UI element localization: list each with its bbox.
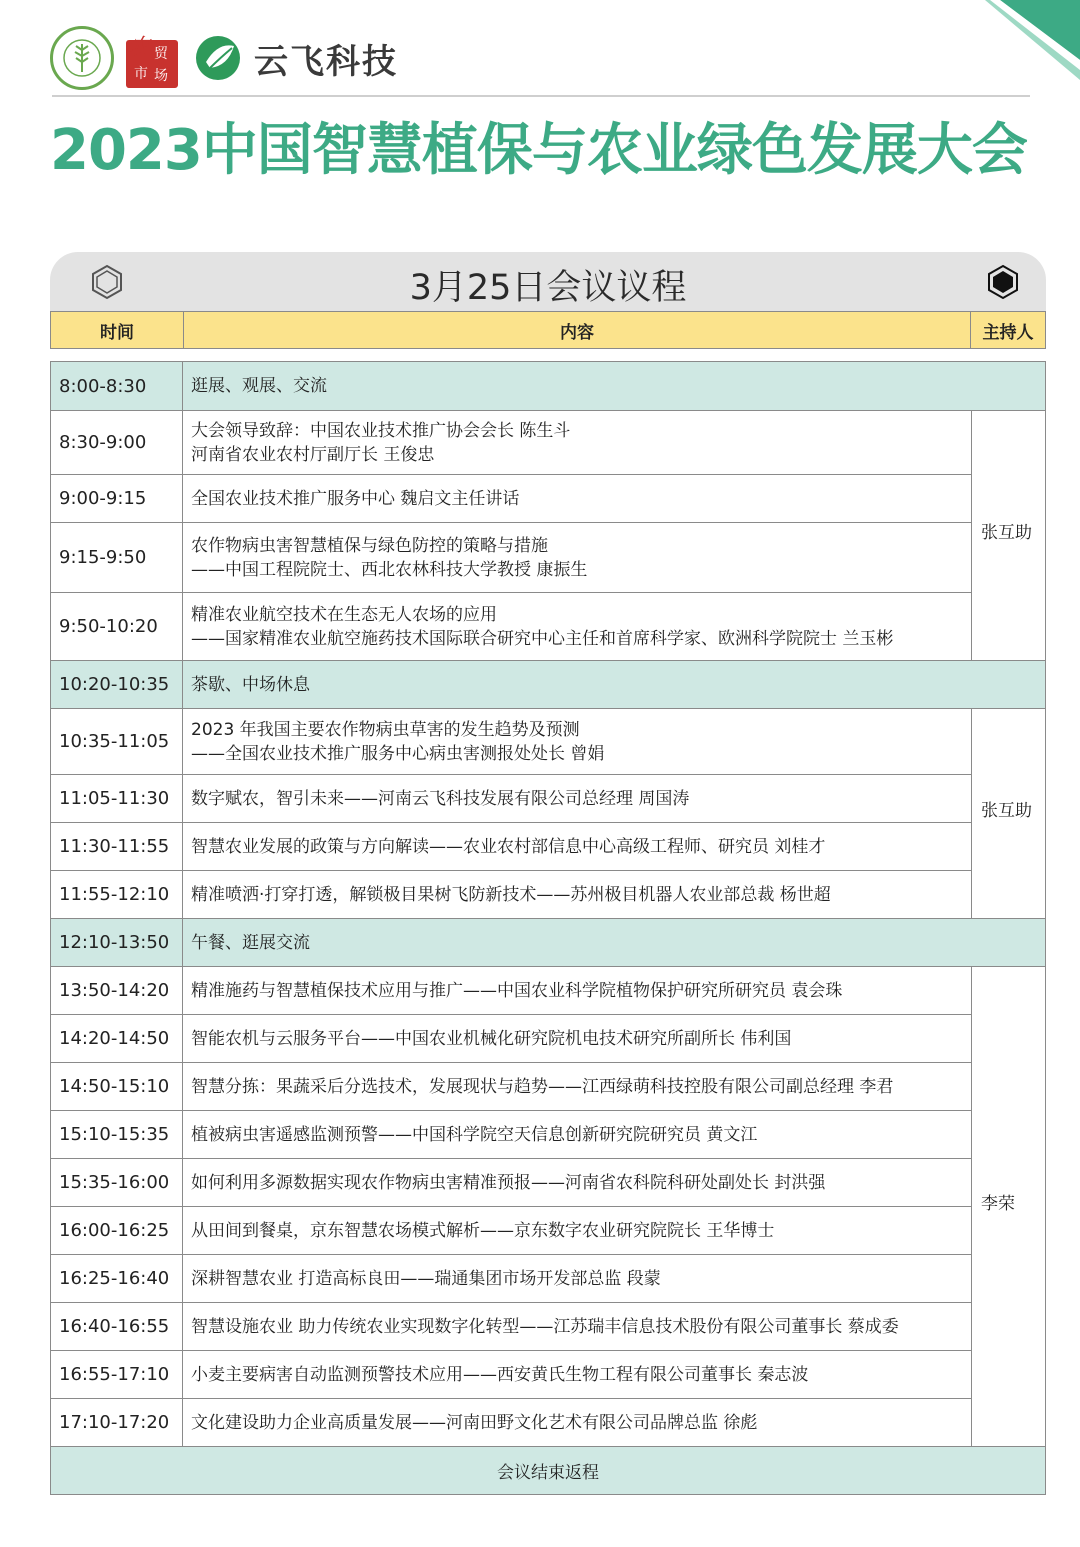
schedule-row: [51, 1254, 971, 1302]
logo-group: [50, 18, 398, 98]
row-content: [183, 1351, 808, 1398]
hexagon-filled-icon: [986, 264, 1020, 300]
content-line: 智慧农业发展的政策与方向解读——农业农村部信息中心高级工程师、研究员 刘桂才: [191, 836, 826, 857]
row-time: 15:10-15:35: [51, 1111, 183, 1158]
content-line: 精准农业航空技术在生态无人农场的应用: [191, 604, 497, 625]
row-content: [183, 871, 831, 918]
schedule-row: [51, 1350, 971, 1398]
content-line: 智能农机与云服务平台——中国农业机械化研究院机电技术研究所副所长 伟利国: [191, 1028, 792, 1049]
schedule-row: [51, 362, 1045, 410]
content-line: 大会领导致辞：中国农业技术推广协会会长 陈生斗: [191, 420, 571, 441]
schedule-row: [51, 1206, 971, 1254]
row-time: 10:35-11:05: [51, 709, 183, 774]
schedule-row: [51, 522, 971, 592]
row-time: 11:05-11:30: [51, 775, 183, 822]
row-time: 10:20-10:35: [51, 661, 183, 708]
schedule-row: [51, 774, 971, 822]
host-cell: [971, 410, 1045, 660]
association-logo: [50, 26, 114, 90]
row-content: [183, 1111, 757, 1158]
row-time: 16:55-17:10: [51, 1351, 183, 1398]
host-cell: [971, 966, 1045, 1446]
yunfei-leaf-icon: [192, 32, 244, 84]
row-time: 12:10-13:50: [51, 919, 183, 966]
schedule-row: [51, 1398, 971, 1446]
content-line: 2023 年我国主要农作物病虫草害的发生趋势及预测: [191, 719, 580, 740]
content-line: 小麦主要病害自动监测预警技术应用——西安黄氏生物工程有限公司董事长 秦志波: [191, 1364, 809, 1385]
row-content: [183, 661, 310, 708]
schedule-row: [51, 1158, 971, 1206]
row-time: 9:50-10:20: [51, 593, 183, 660]
seal-char-1: 农: [128, 35, 151, 60]
row-content: [183, 1207, 774, 1254]
wheat-emblem-icon: [60, 36, 104, 80]
column-header-content: 内容: [184, 312, 971, 348]
content-line: 数字赋农，智引未来——河南云飞科技发展有限公司总经理 周国涛: [191, 788, 690, 809]
brand-name: 云飞科技: [254, 41, 398, 82]
row-content: [183, 775, 689, 822]
host-name: 张互助: [981, 801, 1032, 821]
content-line: 逛展、观展、交流: [191, 376, 327, 396]
content-line: 全国农业技术推广服务中心 魏启文主任讲话: [191, 488, 520, 509]
content-line: 午餐、逛展交流: [191, 932, 310, 953]
agenda-heading: [50, 252, 1046, 312]
row-time: 11:30-11:55: [51, 823, 183, 870]
row-content: [183, 523, 587, 592]
schedule-row: [51, 870, 971, 918]
row-time: 8:00-8:30: [51, 362, 183, 410]
content-line: 河南省农业农村厅副厅长 王俊忠: [191, 444, 435, 465]
row-time: 16:25-16:40: [51, 1255, 183, 1302]
row-time: 9:15-9:50: [51, 523, 183, 592]
row-content: [183, 593, 893, 660]
content-line: 文化建设助力企业高质量发展——河南田野文化艺术有限公司品牌总监 徐彪: [191, 1412, 758, 1433]
schedule-row: [51, 1062, 971, 1110]
row-content: [183, 1255, 661, 1302]
schedule-row: [51, 822, 971, 870]
row-time: 8:30-9:00: [51, 411, 183, 474]
column-headers: [50, 311, 1046, 349]
host-name: 张互助: [981, 523, 1032, 543]
host-name: 李荣: [981, 1194, 1015, 1214]
header: [50, 18, 1030, 98]
schedule-row: [51, 966, 971, 1014]
page-title: 2023中国智慧植保与农业绿色发展大会: [50, 118, 1027, 183]
schedule-row: [51, 474, 971, 522]
schedule-row: [51, 660, 1045, 708]
row-content: [183, 823, 825, 870]
seal-char-4: 场: [154, 68, 168, 84]
content-line: 精准喷洒·打穿打透，解锁极目果树飞防新技术——苏州极目机器人农业部总裁 杨世超: [191, 884, 831, 905]
row-content: [183, 362, 327, 410]
row-time: 16:40-16:55: [51, 1303, 183, 1350]
content-line: 精准施药与智慧植保技术应用与推广——中国农业科学院植物保护研究所研究员 袁会珠: [191, 980, 843, 1001]
content-line: 从田间到餐桌，京东智慧农场模式解析——京东数字农业研究院院长 王华博士: [191, 1220, 775, 1241]
content-line: 植被病虫害遥感监测预警——中国科学院空天信息创新研究院研究员 黄文江: [191, 1124, 758, 1145]
row-time: 9:00-9:15: [51, 475, 183, 522]
row-content: [183, 709, 604, 774]
row-content: [183, 919, 310, 966]
row-time: 15:35-16:00: [51, 1159, 183, 1206]
schedule-row: [51, 592, 971, 660]
header-divider: [52, 95, 1030, 97]
schedule-table: [50, 361, 1046, 1495]
host-cell: [971, 708, 1045, 918]
market-seal-logo: [124, 26, 180, 90]
row-time: 16:00-16:25: [51, 1207, 183, 1254]
schedule-row: [51, 708, 971, 774]
seal-char-3: 市: [134, 66, 148, 82]
column-header-host: 主持人: [982, 322, 1034, 343]
schedule-row: [51, 410, 971, 474]
schedule-row: [51, 1014, 971, 1062]
row-time: 11:55-12:10: [51, 871, 183, 918]
row-content: [183, 1063, 893, 1110]
row-content: [183, 411, 570, 474]
content-line: 智慧分拣：果蔬采后分选技术，发展现状与趋势——江西绿萌科技控股有限公司副总经理 李君: [191, 1076, 894, 1097]
column-header-time: 时间: [51, 312, 184, 348]
row-content: [183, 967, 842, 1014]
row-content: [183, 1015, 791, 1062]
agenda-title: 3月25日会议议程: [409, 268, 687, 308]
schedule-row: [51, 1110, 971, 1158]
schedule-row: [51, 918, 1045, 966]
content-line: 农作物病虫害智慧植保与绿色防控的策略与措施: [191, 535, 548, 556]
content-line: ——中国工程院院士、西北农林科技大学教授 康振生: [191, 559, 588, 580]
schedule-row: [51, 1302, 971, 1350]
row-time: 13:50-14:20: [51, 967, 183, 1014]
row-time: 17:10-17:20: [51, 1399, 183, 1446]
content-line: ——国家精准农业航空施药技术国际联合研究中心主任和首席科学家、欧洲科学院院士 兰玉彬: [191, 628, 894, 649]
closing-row: 会议结束返程: [51, 1446, 1045, 1494]
row-time: 14:20-14:50: [51, 1015, 183, 1062]
row-content: [183, 1399, 757, 1446]
content-line: 深耕智慧农业 打造高标良田——瑞通集团市场开发部总监 段蒙: [191, 1268, 661, 1289]
row-content: [183, 1159, 825, 1206]
content-line: 智慧设施农业 助力传统农业实现数字化转型——江苏瑞丰信息技术股份有限公司董事长 蔡成委: [191, 1316, 899, 1337]
seal-char-2: 贸: [154, 46, 168, 62]
row-time: 14:50-15:10: [51, 1063, 183, 1110]
content-line: 如何利用多源数据实现农作物病虫害精准预报——河南省农科院科研处副处长 封洪强: [191, 1172, 826, 1193]
row-content: [183, 1303, 899, 1350]
content-line: ——全国农业技术推广服务中心病虫害测报处处长 曾娟: [191, 743, 605, 764]
content-line: 茶歇、中场休息: [191, 674, 310, 695]
row-content: [183, 475, 519, 522]
